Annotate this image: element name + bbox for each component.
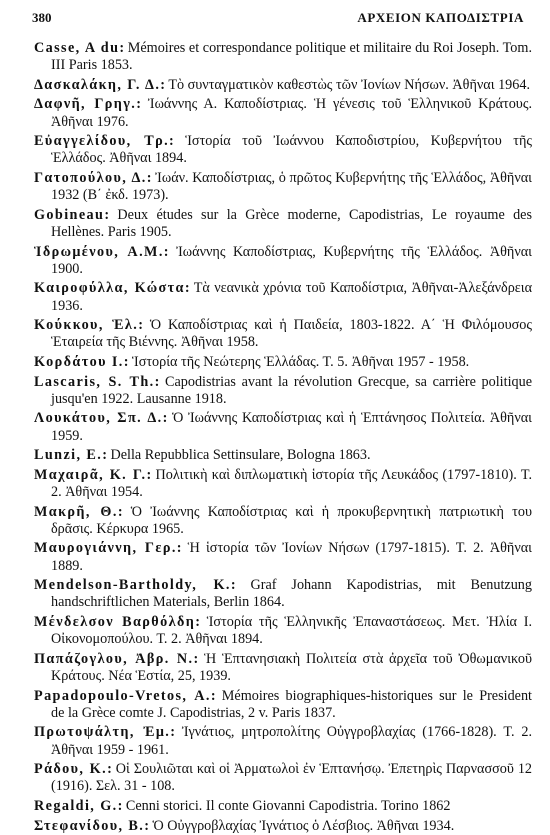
bibliography-entry <box>34 374 532 408</box>
page-number: 380 <box>32 10 52 25</box>
bibliography-entry <box>34 207 532 241</box>
entry-author: Λουκάτου, Σπ. Δ. <box>34 410 163 427</box>
entry-separator: : <box>136 96 141 113</box>
entry-title: Mémoires biographiques-historiques sur le President de la Grèce comte J. Capodistrias, 2 v. Paris 1837. <box>51 687 532 721</box>
entry-title: Ἰγνάτιος, μητροπολίτης Οὐγγροβλαχίας (1766-1828). Τ. 2. Ἀθῆναι 1959 - 1961. <box>51 724 532 758</box>
entry-title: Della Repubblica Settinsulare, Bologna 1863. <box>106 447 371 464</box>
bibliography-entry <box>34 317 532 351</box>
entry-separator: : <box>146 169 152 186</box>
bibliography-entry <box>34 651 532 685</box>
entry-title: Ὁ Ἰωάννης Καποδίστριας καὶ ἡ προκυβερνητικὴ πατριωτικὴ του δρᾶσις. Κέρκυρα 1965. <box>51 503 532 537</box>
entry-separator: : <box>160 76 166 93</box>
entry-title: Πολιτικὴ καὶ διπλωματικὴ ἱστορία τῆς Λευκάδος (1797-1810). Τ. 2. Ἀθῆναι 1954. <box>51 466 532 500</box>
entry-title: Ἱστορία τῆς Ἑλληνικῆς Ἐπαναστάσεως. Μετ. Ἠλία Ι. Οἰκονομοπούλου. Τ. 2. Ἀθῆναι 1894. <box>51 613 532 648</box>
entry-separator: : <box>107 761 112 778</box>
bibliography-entry <box>34 577 532 611</box>
entry-title: Graf Johann Kapodistrias, mit Benutzung handschriftlichen Materials, Berlin 1864. <box>51 577 532 611</box>
entry-separator: : <box>119 40 125 56</box>
entry-title: Deux études sur la Grèce moderne, Capodistrias, Le royaume des Hellènes. Paris 1905. <box>51 206 532 240</box>
bibliography-entry <box>34 724 532 758</box>
entry-author: Regaldi, G. <box>34 797 118 814</box>
entry-separator: : <box>144 817 149 834</box>
entry-separator: : <box>169 133 174 150</box>
entry-separator: : <box>138 317 143 334</box>
entry-title: Τὸ συνταγματικὸν καθεστὼς τῶν Ἰονίων Νήσων. Ἀθῆναι 1964. <box>165 76 530 93</box>
entry-author: Κορδάτου Ι. <box>34 353 124 370</box>
entry-title: Ἡ ἱστορία τῶν Ἰονίων Νήσων (1797-1815). Τ. 2. Ἀθῆναι 1889. <box>51 540 532 574</box>
bibliography-entry <box>34 96 532 130</box>
entry-author: Κούκκου, Ἑλ. <box>34 317 139 334</box>
entry-author: Ράδου, Κ. <box>34 761 108 778</box>
entry-separator: : <box>146 466 152 483</box>
bibliography-entry <box>34 280 532 314</box>
bibliography-entry <box>34 504 532 538</box>
entry-author: Παπάζογλου, Ἀβρ. Ν. <box>34 650 194 667</box>
entry-author: Lascaris, S. Th. <box>34 373 155 390</box>
entry-title: Ἰωάν. Καποδίστριας, ὁ πρῶτος Κυβερνήτης τῆς Ἑλλάδος, Ἀθῆναι 1932 (Β΄ ἐκδ. 1973). <box>51 169 532 204</box>
entry-title: Capodistrias avant la révolution Grecque, sa carrière politique jusqu'en 1922. Lausanne 1918. <box>51 373 532 407</box>
entry-separator: : <box>195 613 200 630</box>
entry-separator: : <box>154 373 160 390</box>
entry-author: Πρωτοψάλτη, Ἐμ. <box>34 724 171 741</box>
entry-author: Στεφανίδου, Β. <box>34 817 145 834</box>
entry-separator: : <box>230 577 236 594</box>
page-header <box>32 10 532 26</box>
entry-title: Οἱ Σουλιῶται καὶ οἱ Ἀρματωλοὶ ἐν Ἑπτανήσῳ. Ἐπετηρὶς Παρνασσοῦ 12 (1916). Σελ. 31 - 108. <box>51 761 533 795</box>
entry-title: Ὁ Ἰωάννης Καποδίστριας καὶ ἡ Ἑπτάνησος Πολιτεία. Ἀθῆναι 1959. <box>51 410 532 444</box>
entry-title: Ὁ Οὐγγροβλαχίας Ἰγνάτιος ὁ Λέσβιος. Ἀθῆναι 1934. <box>148 817 455 834</box>
entry-title: Mémoires et correspondance politique et militaire du Roi Joseph. Tom. III Paris 1853. <box>51 40 532 74</box>
bibliography-entry <box>34 410 532 444</box>
entry-separator: : <box>163 243 169 260</box>
entry-separator: : <box>170 724 175 741</box>
entry-separator: : <box>102 447 107 464</box>
entry-author: Μένδελσον Βαρθόλδη <box>34 613 196 630</box>
entry-author: Εὐαγγελίδου, Τρ. <box>34 133 170 150</box>
bibliography-entry <box>34 540 532 574</box>
bibliography-entry <box>34 761 532 795</box>
bibliography-entry <box>34 133 532 167</box>
entry-title: Ἡ Ἑπτανησιακὴ Πολιτεία στὰ ἀρχεῖα τοῦ Ὀθωμανικοῦ Κράτους. Νέα Ἑστία, 25, 1939. <box>51 650 532 684</box>
entry-separator: : <box>123 353 129 370</box>
entry-author: Δαφνῆ, Γρηγ. <box>34 96 137 113</box>
bibliography-entry <box>34 798 532 815</box>
bibliography-entry <box>34 688 532 722</box>
entry-author: Δασκαλάκη, Γ. Δ. <box>34 76 161 93</box>
bibliography-entry <box>34 170 532 204</box>
entry-title: Ἰωάννης Α. Καποδίστριας. Ἡ γένεσις τοῦ Ἑλληνικοῦ Κράτους. Ἀθῆναι 1976. <box>51 96 532 130</box>
bibliography-entry <box>34 77 532 94</box>
entry-title: Cenni storici. Il conte Giovanni Capodistria. Torino 1862 <box>122 797 451 814</box>
entry-separator: : <box>176 540 182 557</box>
entry-author: Mendelson-Bartholdy, K. <box>34 577 231 594</box>
bibliography-entry <box>34 40 532 74</box>
entry-author: Γατοπούλου, Δ. <box>34 169 147 186</box>
entry-separator: : <box>184 280 190 297</box>
entry-separator: : <box>117 797 123 814</box>
bibliography-entry <box>34 467 532 501</box>
entry-separator: : <box>162 410 168 427</box>
entry-separator: : <box>210 687 216 704</box>
entry-separator: : <box>117 503 123 520</box>
entry-author: Casse, A du <box>34 40 120 56</box>
entry-author: Μαχαιρᾶ, Κ. Γ. <box>34 466 147 483</box>
entry-author: Μακρῆ, Θ. <box>34 503 118 520</box>
entry-author: Papadopoulo-Vretos, A. <box>34 687 211 704</box>
entry-author: Lunzi, E. <box>34 447 103 464</box>
entry-separator: : <box>104 206 110 223</box>
bibliography-entry <box>34 447 532 464</box>
entry-author: Gobineau <box>34 206 105 223</box>
entry-separator: : <box>193 650 199 667</box>
entry-author: Καιροφύλλα, Κώστα <box>34 280 185 297</box>
bibliography-entry <box>34 818 532 835</box>
entry-title: Ὁ Καποδίστριας καὶ ἡ Παιδεία, 1803-1822. Α΄ Ἡ Φιλόμουσος Ἑταιρεία τῆς Βιέννης. Ἀθῆναι 1958. <box>51 317 532 351</box>
running-title: ΑΡΧΕΙΟΝ ΚΑΠΟΔΙΣΤΡΙΑ <box>357 10 524 25</box>
entry-title: Ἱστορία τῆς Νεώτερης Ἑλλάδας. Τ. 5. Ἀθῆναι 1957 - 1958. <box>128 353 470 370</box>
entry-author: Μαυρογιάννη, Γερ. <box>34 540 177 557</box>
bibliography-entry <box>34 244 532 278</box>
bibliography-list <box>34 40 532 835</box>
entry-title: Ἰωάννης Καποδίστριας, Κυβερνήτης τῆς Ἑλλάδος. Ἀθῆναι 1900. <box>51 243 533 277</box>
bibliography-entry <box>34 614 532 648</box>
entry-author: Ἱδρωμένου, Α.Μ. <box>34 243 164 260</box>
entry-title: Τὰ νεανικὰ χρόνια τοῦ Καποδίστρια, Ἀθῆναι-Ἀλεξάνδρεια 1936. <box>51 280 533 314</box>
bibliography-entry <box>34 354 532 371</box>
entry-title: Ἱστορία τοῦ Ἰωάννου Καποδιστρίου, Κυβερνήτου τῆς Ἑλλάδος. Ἀθῆναι 1894. <box>51 133 533 167</box>
